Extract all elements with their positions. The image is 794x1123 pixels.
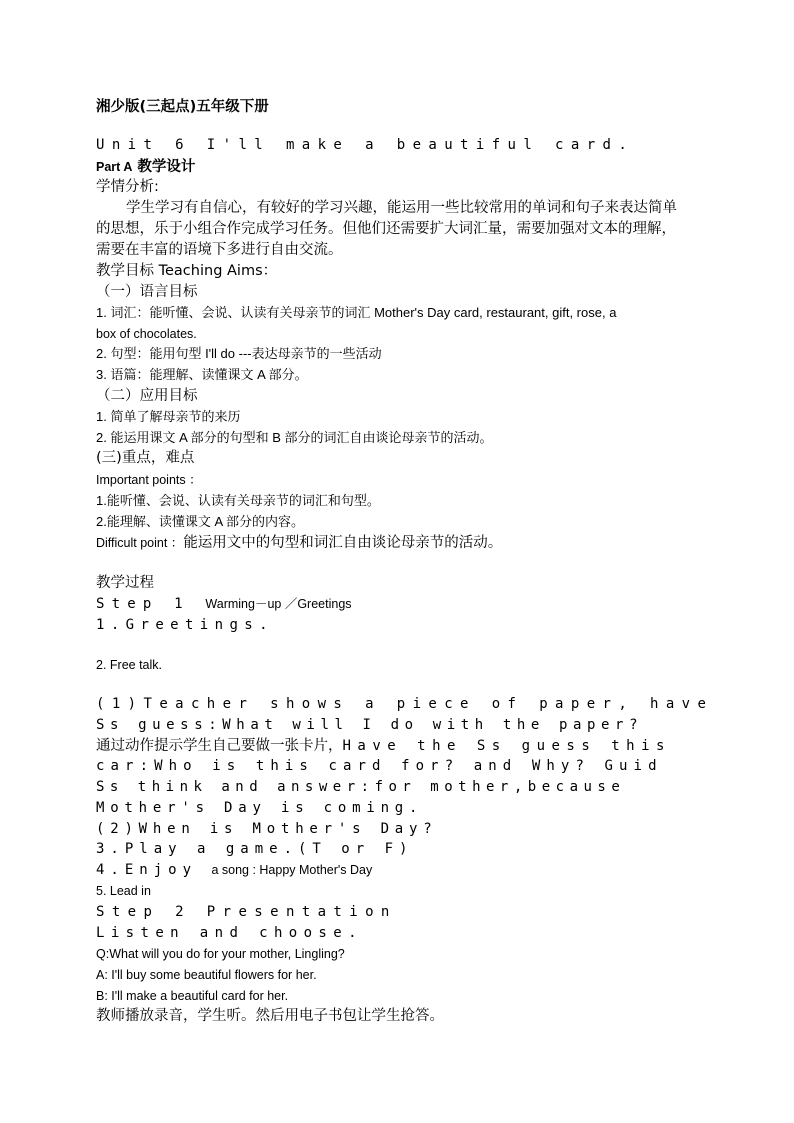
aims-application-heading: （二）应用目标: [96, 388, 198, 404]
situation-line-3: 需要在丰富的语境下多进行自由交流。: [96, 242, 343, 258]
document-header: 湘少版(三起点)五年级下册: [96, 99, 269, 115]
step1-greetings: 1.Greetings.: [96, 617, 274, 633]
talk-line-3: [96, 737, 671, 755]
aim-text: 3. 语篇：能理解、读懂课文 A 部分。: [96, 367, 308, 382]
important-label: Important points ：: [96, 473, 202, 487]
listen-choose: Listen and choose.: [96, 925, 363, 941]
aim-vocabulary-cont: box of chocolates.: [96, 327, 197, 341]
talk-line-4: car:Who is this card for? and Why? Guid: [96, 758, 663, 774]
difficult-text: 能运用文中的句型和词汇自由谈论母亲节的活动。: [183, 535, 503, 551]
step1-lead-in: 5. Lead in: [96, 884, 151, 898]
situation-line-2: 的思想，乐于小组合作完成学习任务。但他们还需要扩大词汇量，需要加强对文本的理解，: [96, 221, 676, 237]
difficult-point: [96, 534, 502, 552]
aim-sentence: 2. 句型：能用句型 I'll do ---表达母亲节的一些活动: [96, 346, 382, 361]
talk-line-3-en: Have the Ss guess this: [342, 738, 671, 754]
situation-line-1: 学生学习有自信心，有较好的学习兴趣，能运用一些比较常用的单词和句子来表达简单: [126, 200, 677, 216]
step1-song: [96, 861, 372, 879]
step1-free-talk: 2. Free talk.: [96, 658, 162, 672]
unit-title: Unit 6 I'll make a beautiful card.: [96, 137, 635, 153]
answer-a: A: I'll buy some beautiful flowers for her.: [96, 968, 317, 982]
talk-line-3-cn: 通过动作提示学生自己要做一张卡片，: [96, 738, 343, 754]
process-heading: 教学过程: [96, 575, 154, 591]
situation-heading: 学情分析:: [96, 179, 159, 195]
aims-heading: 教学目标 Teaching Aims：: [96, 263, 278, 279]
step1-song-text: a song : Happy Mother's Day: [211, 863, 373, 877]
part-heading: [96, 158, 195, 176]
talk-line-5: Ss think and answer:for mother,because: [96, 779, 626, 795]
talk-line-7: (2)When is Mother's Day?: [96, 821, 438, 837]
talk-line-6: Mother's Day is coming.: [96, 800, 424, 816]
step1-heading: [96, 595, 352, 613]
difficult-label: Difficult point ：: [96, 536, 184, 550]
part-title: 教学设计: [132, 159, 196, 175]
application-1: 1. 简单了解母亲节的来历: [96, 409, 241, 424]
aim-vocabulary: 1. 词汇：能听懂、会说、认读有关母亲节的词汇 Mother's Day card, restaurant, gift, rose, a: [96, 305, 617, 320]
step1-label: Step 1: [96, 596, 206, 612]
important-2: 2.能理解、读懂课文 A 部分的内容。: [96, 514, 305, 529]
application-2: 2. 能运用课文 A 部分的句型和 B 部分的词汇自由谈论母亲节的活动。: [96, 430, 493, 445]
key-points-heading: (三)重点，难点: [96, 450, 195, 466]
answer-b: B: I'll make a beautiful card for her.: [96, 989, 289, 1003]
important-1: 1.能听懂、会说、认读有关母亲节的词汇和句型。: [96, 493, 380, 508]
talk-line-2: Ss guess:What will I do with the paper?: [96, 717, 644, 733]
step1-song-label: 4.Enjoy: [96, 862, 212, 878]
step2-heading: Step 2 Presentation: [96, 904, 397, 920]
part-label: Part A: [96, 160, 133, 174]
step1-text: Warming－up ／Greetings: [205, 597, 352, 611]
step1-game: 3.Play a game.(T or F): [96, 841, 414, 857]
aims-language-heading: （一）语言目标: [96, 284, 198, 300]
teacher-instruction: 教师播放录音，学生听。然后用电子书包让学生抢答。: [96, 1008, 444, 1024]
talk-line-1: (1)Teacher shows a piece of paper, have: [96, 696, 714, 712]
question-line: Q:What will you do for your mother, Lingling?: [96, 947, 345, 961]
